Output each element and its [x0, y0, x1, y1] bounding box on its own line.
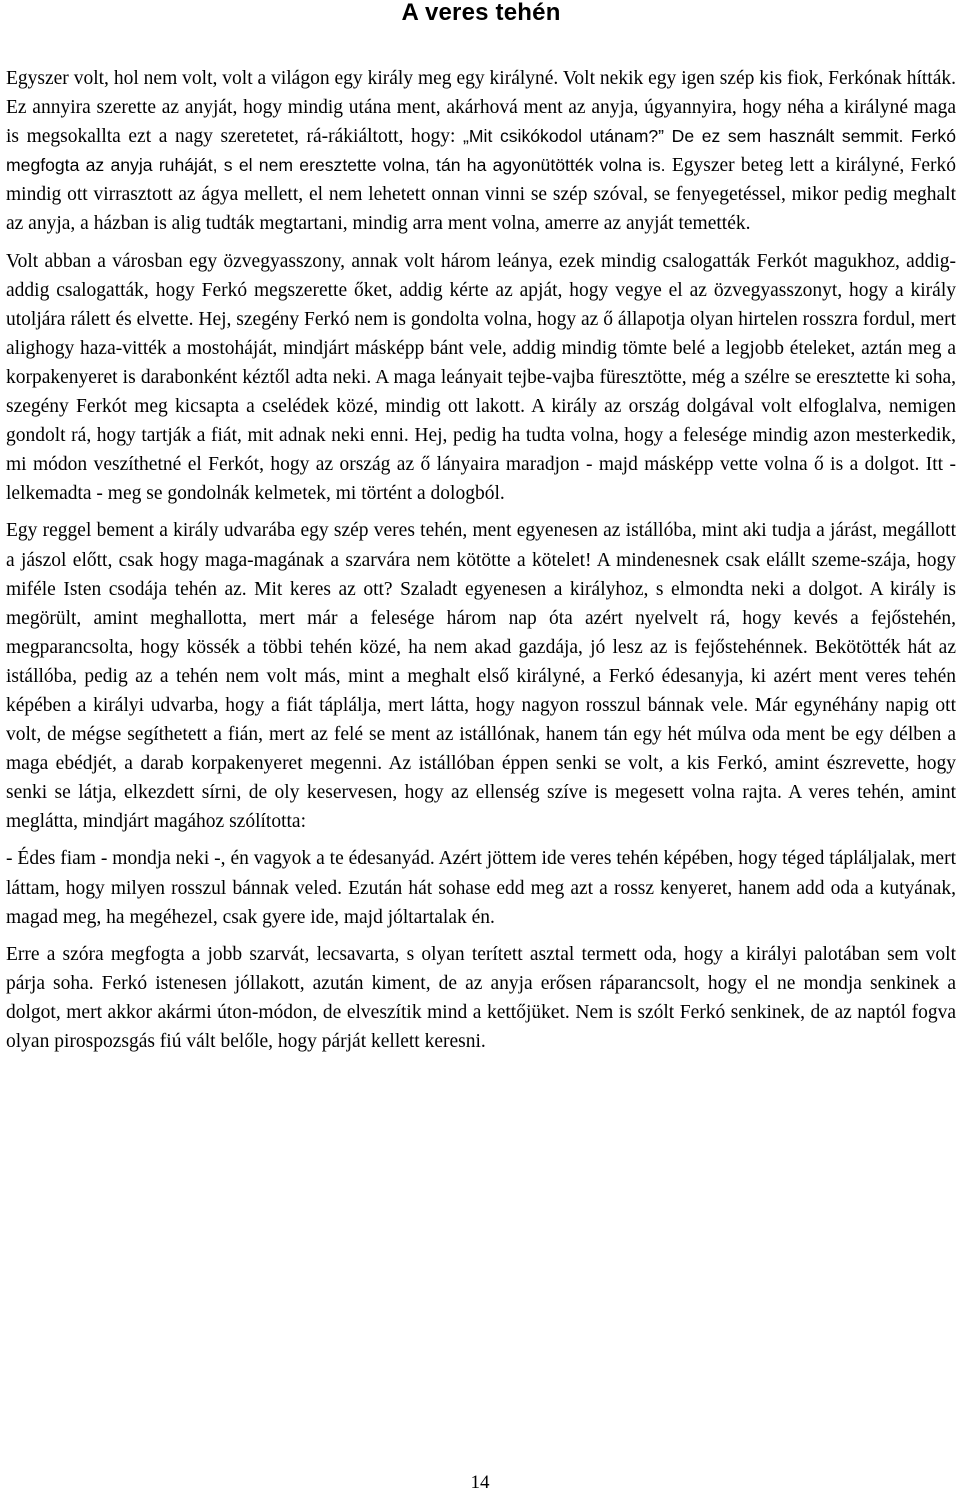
document-title: A veres tehén: [401, 0, 561, 26]
paragraph: [6, 64, 956, 239]
paragraph-text-run: - Édes fiam - mondja neki -, én vagyok a te édesanyád. Azért jöttem ide veres tehén képében, hogy téged tápláljalak, mert láttam, hogy milyen rosszul bánnak veled. Ezután hát sohase edd meg azt a rossz kenyeret, hanem add oda a kutyának, magad meg, ha megéhezel, csak gyere ide, majd jóltartalak én.: [6, 848, 956, 928]
document-body: [6, 64, 956, 1056]
paragraph-text-run: Egyszer volt, hol nem volt, volt a világon egy király meg egy királyné. Volt nekik egy igen szép kis fiok, Ferkónak hítták. Ez annyira szerette az anyját, hogy mindig utána ment, akárhová ment az anyja, úgyannyira, hogy néha a királyné maga is megsokallta ezt a nagy szeretetet, rá-rákiáltott, hogy:: [6, 68, 956, 148]
paragraph: [6, 516, 956, 836]
paragraph-text-run: Egy reggel bement a király udvarába egy szép veres tehén, ment egyenesen az istállóba, mint aki tudja a járást, megállott a jászol előtt, csak hogy maga-magának a szarvára nem kötötte a kötelet! A mindenesnek csak elállt szeme-szája, hogy miféle Isten csodája tehén az. Mit keres az ott? Szaladt egyenesen a királyhoz, s elmondta neki a dolgot. A király is megörült, amint meghallotta, mert már a felesége három nap óta azért nyelvelt rá, hogy kevés a fejőstehén, megparancsolta, hogy kössék a többi tehén közé, ha nem akad gazdája, jó lesz az is fejőstehénnek. Bekötötték hát az istállóba, pedig az a tehén nem volt más, mint a meghalt első királyné, a Ferkó édesanyja, ki azért ment veres tehén képében a királyi udvarba, hogy a fiát táplálja, mert látta, hogy nagyon rosszul bánnak vele. Már egynéhány napig ott volt, de mégse segíthetett a fián, mert az felé se ment az istállónak, hanem tán egy hét múlva oda ment be egy délben a maga ebédjét, a darab korpakenyeret megenni. Az istállóban éppen senki se volt, a kis Ferkó, amint észrevette, hogy senki se látja, elkezdett sírni, de oly keservesen, hogy az ellenség szíve is megesett volna rajta. A veres tehén, amint meglátta, mindjárt magához szólította:: [6, 520, 956, 833]
paragraph-text-run: Egyszer beteg lett a királyné, Ferkó mindig ott virrasztott az ágya mellett, el nem lehetett onnan vinni se szép szóval, se fenyegetéssel, mikor pedig meghalt az anyja, a házban is alig tudták megtartani, mindig arra ment volna, amerre az anyját temették.: [6, 155, 956, 235]
paragraph-text-run: Volt abban a városban egy özvegyasszony, annak volt három leánya, ezek mindig csalogatták Ferkót magukhoz, addig-addig csalogatták, hogy Ferkó megszerette őket, addig kérte az apját, hogy vegye el az özvegyasszonyt, hogy a király utoljára rálett és elvette. Hej, szegény Ferkó nem is gondolta volna, hogy az ő állapotja olyan hirtelen rosszra fordul, mert alighogy haza-vitték a mostoháját, mindjárt másképp bánt vele, addig mindig tömte belé a legjobb ételeket, aztán meg a korpakenyeret is darabonként kéztől adta neki. A maga leányait tejbe-vajba füresztötte, még a szélre se eresztette ki soha, szegény Ferkót meg kicsapta a cselédek közé, mindig ott lakott. A király az ország dolgával volt elfoglalva, nemigen gondolt rá, hogy tartják a fiát, mit adnak neki enni. Hej, pedig ha tudta volna, hogy a felesége mindig azon mesterkedik, mi módon veszíthetné el Ferkót, hogy az ország az ő lányaira maradjon - majd másképp vette volna ő is a dolgot. Itt - lelkemadta - meg se gondolnák kelmetek, mi történt a dologból.: [6, 250, 956, 505]
paragraph: [6, 247, 956, 509]
paragraph: [6, 940, 956, 1056]
paragraph-text-run: Erre a szóra megfogta a jobb szarvát, lecsavarta, s olyan terített asztal termett oda, hogy a királyi palotában sem volt párja soha. Ferkó istenesen jóllakott, azután kiment, de az anyja erősen ráparancsolt, hogy el ne mondja senkinek a dolgot, mert akkor akármi úton-módon, de elveszítik mind a kettőjüket. Nem is szólt Ferkó senkinek, de az naptól fogva olyan pirospozsgás fiú vált belőle, hogy párját kellett keresni.: [6, 943, 956, 1052]
paragraph-text-run: „Mit csikókodol utánam?” De ez sem használt semmit. Ferkó megfogta az anyja ruháját, s el nem eresztette volna, tán ha agyonütötték volna is.: [6, 126, 956, 176]
paragraph: [6, 844, 956, 931]
page-number: 14: [470, 1472, 490, 1493]
document-page: [6, 0, 956, 1496]
